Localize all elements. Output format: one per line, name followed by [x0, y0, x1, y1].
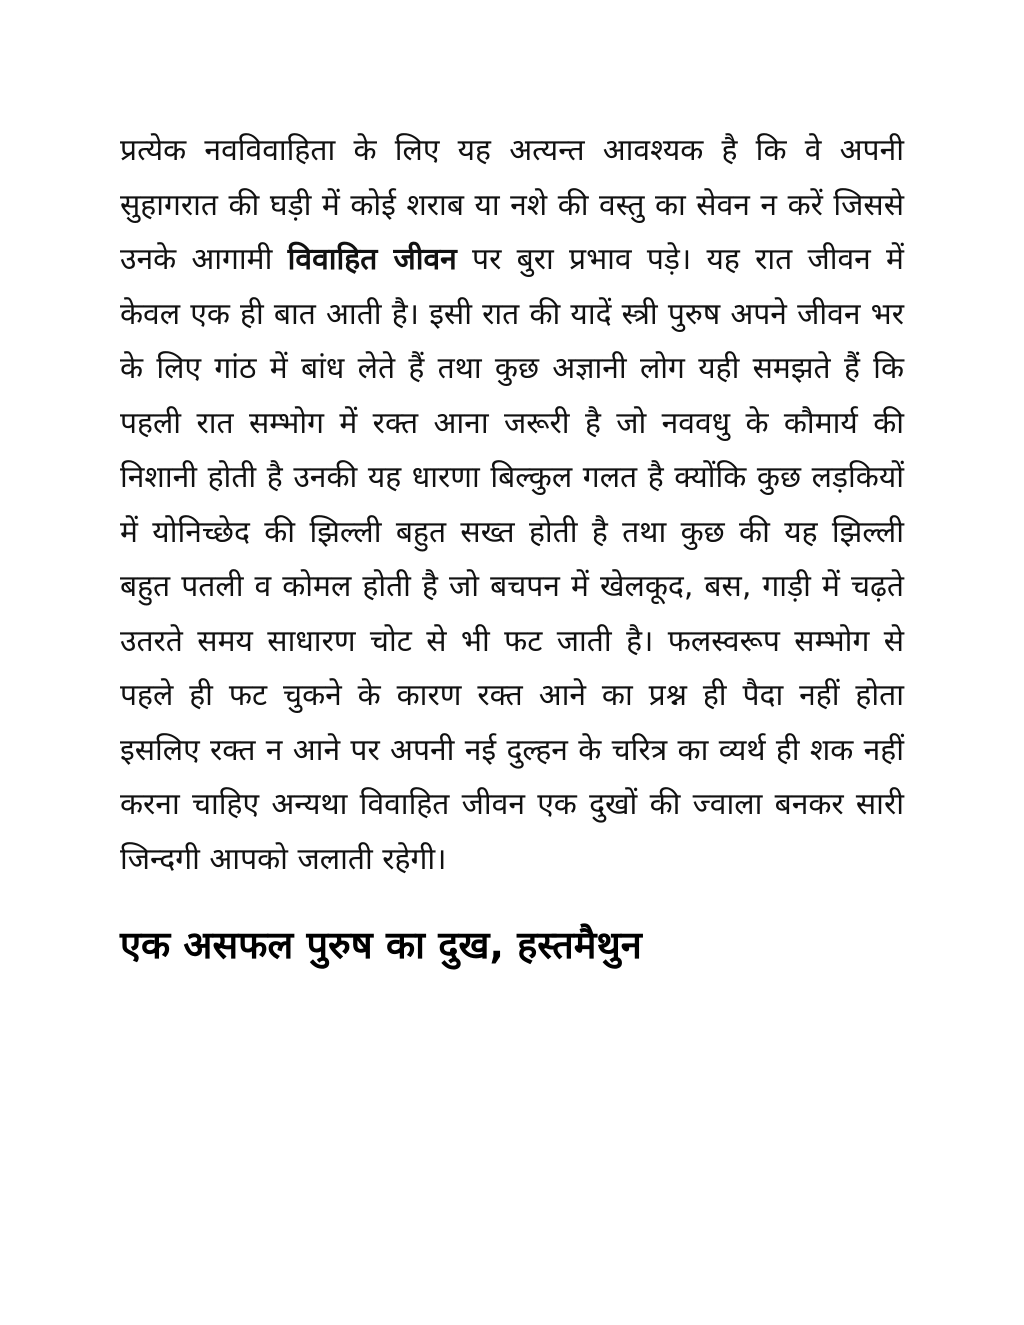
body-paragraph: [120, 124, 904, 887]
page-content: [120, 124, 904, 973]
section-heading: एक असफल पुरुष का दुख, हस्तमैथुन: [120, 923, 642, 967]
paragraph-text-end: पर बुरा प्रभाव पड़े। यह रात जीवन में केवल एक ही बात आती है। इसी रात की यादें स्त्री पुरुष अपने जीवन भर के लिए गांठ में बांध लेते हैं तथा कुछ अज्ञानी लोग यही समझते हैं कि पहली रात सम्भोग में रक्त आना जरूरी है जो नववधु के कौमार्य की निशानी होती है उनकी यह धारणा बिल्कुल गलत है क्योंकि कुछ लड़कियों में योनिच्छेद की झिल्ली बहुत सख्त होती है तथा कुछ की यह झिल्ली बहुत पतली व कोमल होती है जो बचपन में खेलकूद, बस, गाड़ी में चढ़ते उतरते समय साधारण चोट से भी फट जाती है। फलस्वरूप सम्भोग से पहले ही फट चुकने के कारण रक्त आने का प्रश्न ही पैदा नहीं होता इसलिए रक्त न आने पर अपनी नई दुल्हन के चरित्र का व्यर्थ ही शक नहीं करना चाहिए अन्यथा विवाहित जीवन एक दुखों की ज्वाला बनकर सारी जिन्दगी आपको जलाती रहेगी।: [120, 242, 904, 877]
paragraph-text-start: प्रत्येक नवविवाहिता के लिए यह अत्यन्त आवश्यक है कि वे अपनी सुहागरात की घड़ी में कोई शराब या नशे की वस्तु का सेवन न करें जिससे उनके आगामी: [120, 133, 904, 277]
paragraph-bold-phrase: विवाहित जीवन: [287, 242, 457, 277]
